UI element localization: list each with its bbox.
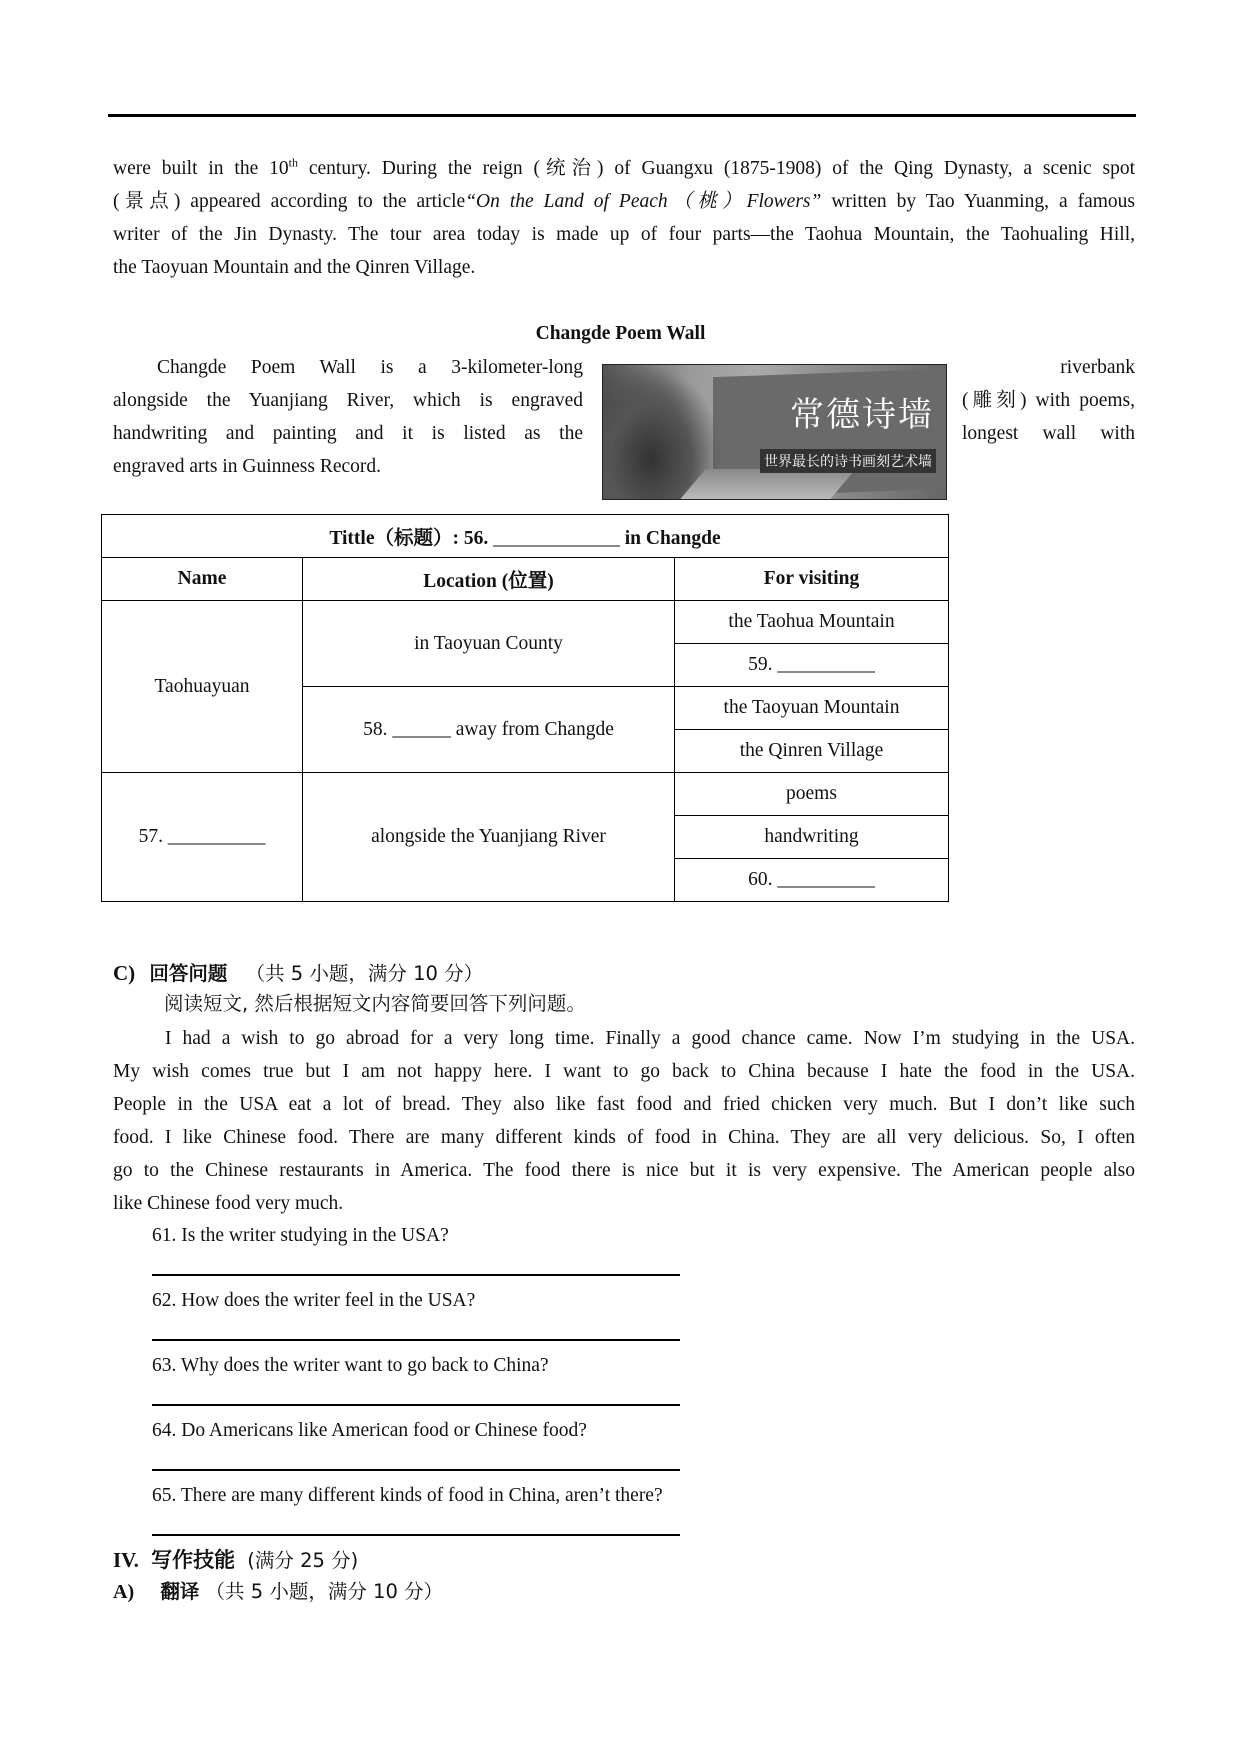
cell-location-3: alongside the Yuanjiang River (303, 773, 675, 902)
question-62: 62. How does the writer feel in the USA? (152, 1290, 476, 1311)
cell-visit-5: poems (675, 773, 949, 816)
cell-location-1: in Taoyuan County (303, 601, 675, 687)
photo-caption-large: 常德诗墙 (790, 395, 934, 435)
photo-road (680, 469, 855, 499)
table-title: Tittle（标题）: 56. _____________ in Changde (102, 515, 949, 558)
header-for-visiting: For visiting (675, 558, 949, 601)
cell-visit-7-blank: 60. __________ (675, 859, 949, 902)
header-location: Location (位置) (303, 558, 675, 601)
header-rule (108, 114, 1136, 117)
intro-line-1: were built in the 10th century. During the reign (统治) of Guangxu (1875-1908) of the Qing Dynasty, a scenic spot (113, 155, 1135, 179)
question-64: 64. Do Americans like American food or Chinese food? (152, 1420, 587, 1441)
section-c-heading: C) 回答问题 （共 5 小题，满分 10 分） (113, 961, 484, 985)
poem-wall-photo (602, 364, 947, 500)
intro-line-4: the Taoyuan Mountain and the Qinren Village. (113, 257, 476, 278)
header-name: Name (102, 558, 303, 601)
question-63: 63. Why does the writer want to go back to China? (152, 1355, 549, 1376)
cell-visit-2-blank: 59. __________ (675, 644, 949, 687)
question-61: 61. Is the writer studying in the USA? (152, 1225, 449, 1246)
cell-visit-4: the Qinren Village (675, 730, 949, 773)
cell-name-2-blank: 57. __________ (102, 773, 303, 902)
answer-line-64[interactable] (152, 1469, 680, 1471)
intro-line-3: writer of the Jin Dynasty. The tour area today is made up of four parts—the Taohua Mountain, the Taohualing Hill, (113, 224, 1135, 245)
photo-caption-small: 世界最长的诗书画刻艺术墙 (760, 449, 936, 473)
poem-wall-title: Changde Poem Wall (535, 323, 706, 344)
intro-paragraph (113, 152, 1135, 284)
poem-wall-left-text: Changde Poem Wall is a 3-kilometer-long alongside the Yuanjiang River, which is engraved handwriting and painting and it is listed as the engraved arts in Guinness Record. (113, 357, 583, 477)
info-table (101, 514, 949, 902)
question-65: 65. There are many different kinds of food in China, aren’t there? (152, 1485, 663, 1506)
intro-line-2: (景点) appeared according to the article“On the Land of Peach（桃）Flowers” written by Tao Yuanming, a famous (113, 191, 1135, 212)
cell-visit-1: the Taohua Mountain (675, 601, 949, 644)
cell-location-2-blank: 58. ______ away from Changde (303, 687, 675, 773)
answer-line-61[interactable] (152, 1274, 680, 1276)
section-iv-heading: IV. 写作技能 (满分 25 分) (113, 1548, 359, 1572)
cell-visit-3: the Taoyuan Mountain (675, 687, 949, 730)
section-c-instruction: 阅读短文, 然后根据短文内容简要回答下列问题。 (164, 992, 586, 1015)
answer-line-65[interactable] (152, 1534, 680, 1536)
cell-name-1: Taohuayuan (102, 601, 303, 773)
section-c-passage: I had a wish to go abroad for a very long time. Finally a good chance came. Now I’m studying in the USA. My wish comes true but I am not happy here. I want to go back to China because I hate the food in the USA. People in the USA eat a lot of bread. They also like fast food and fried chicken very much. But I don’t like such food. I like Chinese food. There are many different kinds of food in China. They are all very delicious. So, I often go to the Chinese restaurants in America. The food there is nice but it is very expensive. The American people also like Chinese food very much. (113, 1028, 1135, 1214)
answer-line-62[interactable] (152, 1339, 680, 1341)
section-a-heading: A) 翻译 （共 5 小题，满分 10 分） (113, 1580, 444, 1603)
poem-wall-right-text: riverbank (雕刻) with poems, longest wall with (962, 357, 1135, 444)
cell-visit-6: handwriting (675, 816, 949, 859)
answer-line-63[interactable] (152, 1404, 680, 1406)
